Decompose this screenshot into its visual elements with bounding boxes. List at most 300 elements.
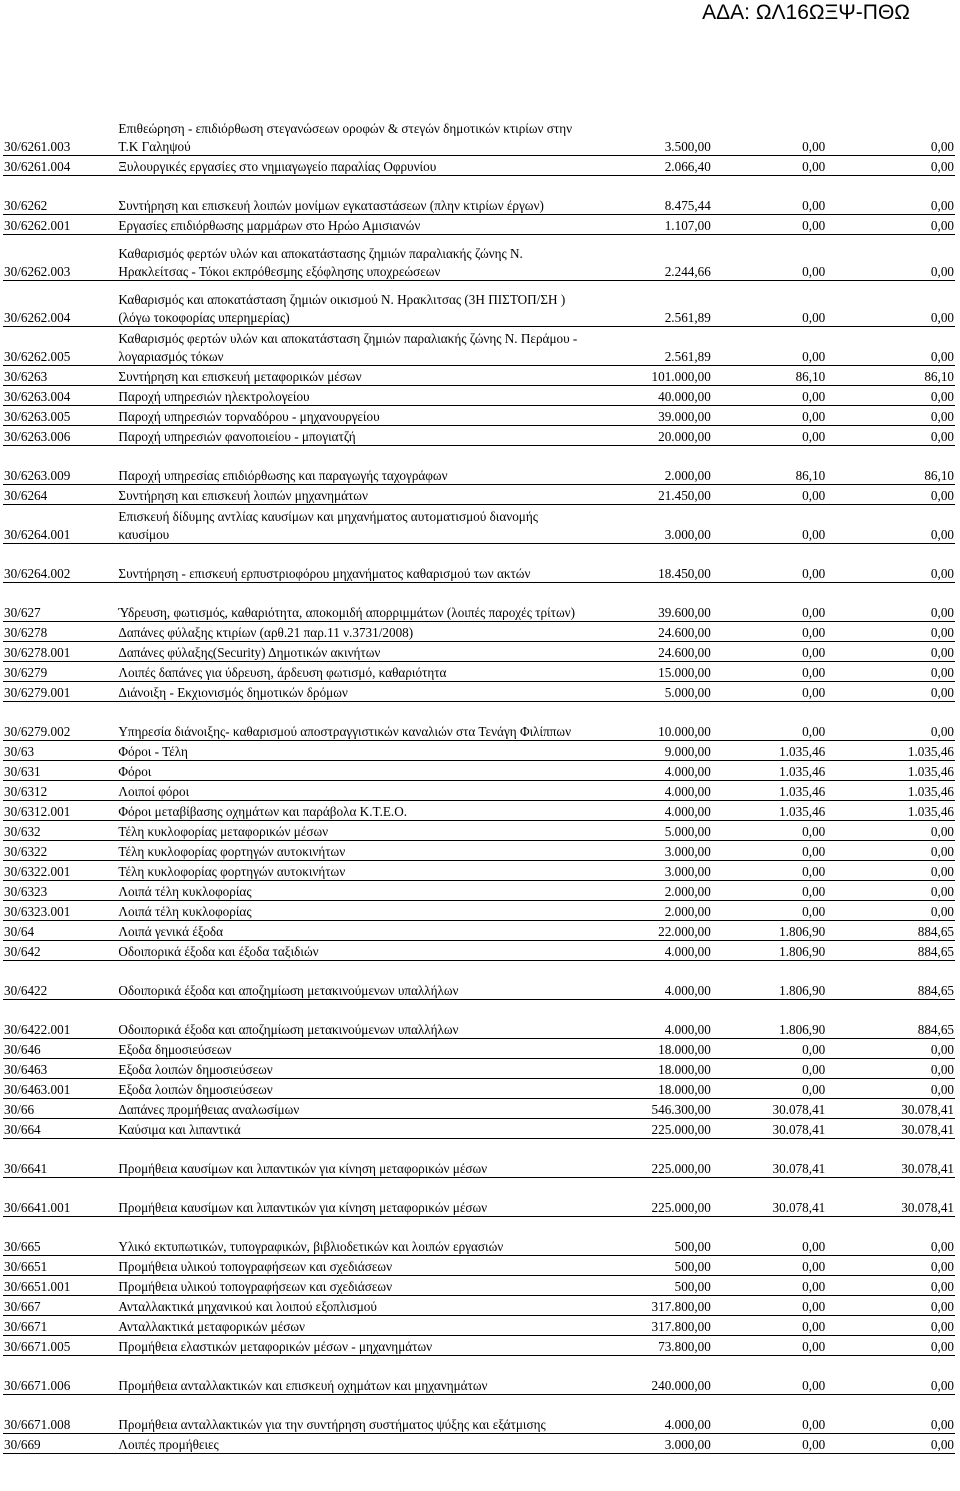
account-code-cell: 30/6263.005 xyxy=(3,406,117,426)
committed-amount-cell: 0,00 xyxy=(712,327,826,366)
budget-amount-cell: 3.000,00 xyxy=(581,1434,712,1454)
description-cell: Παροχή υπηρεσίας επιδιόρθωσης και παραγωγής ταχογράφων xyxy=(117,446,581,485)
account-code-cell: 30/64 xyxy=(3,921,117,941)
committed-amount-cell: 0,00 xyxy=(712,821,826,841)
committed-amount-cell: 0,00 xyxy=(712,281,826,327)
paid-amount-cell: 86,10 xyxy=(826,366,955,386)
paid-amount-cell: 0,00 xyxy=(826,215,955,235)
account-code-cell: 30/6262.004 xyxy=(3,281,117,327)
description-cell: Λοιπά τέλη κυκλοφορίας xyxy=(117,881,581,901)
description-cell: Προμήθεια καυσίμων και λιπαντικών για κίνηση μεταφορικών μέσων xyxy=(117,1139,581,1178)
account-code-cell: 30/6263.009 xyxy=(3,446,117,485)
table-row xyxy=(3,881,955,901)
budget-amount-cell: 2.244,66 xyxy=(581,235,712,281)
paid-amount-cell: 0,00 xyxy=(826,117,955,156)
account-code-cell: 30/6463.001 xyxy=(3,1079,117,1099)
description-cell: Φόροι μεταβίβασης οχημάτων και παράβολα Κ.Τ.Ε.Ο. xyxy=(117,801,581,821)
description-cell: Λοιπά γενικά έξοδα xyxy=(117,921,581,941)
committed-amount-cell: 0,00 xyxy=(712,235,826,281)
paid-amount-cell: 0,00 xyxy=(826,861,955,881)
committed-amount-cell: 1.035,46 xyxy=(712,761,826,781)
table-row xyxy=(3,446,955,485)
budget-amount-cell: 10.000,00 xyxy=(581,702,712,741)
account-code-cell: 30/6671.006 xyxy=(3,1356,117,1395)
account-code-cell: 30/6671 xyxy=(3,1316,117,1336)
budget-amount-cell: 39.000,00 xyxy=(581,406,712,426)
table-row xyxy=(3,215,955,235)
paid-amount-cell: 0,00 xyxy=(826,505,955,544)
account-code-cell: 30/6264.001 xyxy=(3,505,117,544)
account-code-cell: 30/63 xyxy=(3,741,117,761)
budget-amount-cell: 4.000,00 xyxy=(581,941,712,961)
committed-amount-cell: 1.035,46 xyxy=(712,801,826,821)
table-row xyxy=(3,117,955,156)
account-code-cell: 30/6263.004 xyxy=(3,386,117,406)
paid-amount-cell: 884,65 xyxy=(826,941,955,961)
table-row xyxy=(3,702,955,741)
committed-amount-cell: 30.078,41 xyxy=(712,1099,826,1119)
committed-amount-cell: 0,00 xyxy=(712,544,826,583)
budget-amount-cell: 5.000,00 xyxy=(581,821,712,841)
budget-amount-cell: 1.107,00 xyxy=(581,215,712,235)
paid-amount-cell: 0,00 xyxy=(826,1059,955,1079)
description-cell: Δαπάνες φύλαξης κτιρίων (αρθ.21 παρ.11 ν.3731/2008) xyxy=(117,622,581,642)
account-code-cell: 30/6263 xyxy=(3,366,117,386)
paid-amount-cell: 0,00 xyxy=(826,544,955,583)
description-cell: Δαπάνες προμήθειας αναλωσίμων xyxy=(117,1099,581,1119)
budget-amount-cell: 2.561,89 xyxy=(581,281,712,327)
budget-amount-cell: 500,00 xyxy=(581,1217,712,1256)
description-cell: Καύσιμα και λιπαντικά xyxy=(117,1119,581,1139)
committed-amount-cell: 0,00 xyxy=(712,1079,826,1099)
description-cell: Προμήθεια καυσίμων και λιπαντικών για κίνηση μεταφορικών μέσων xyxy=(117,1178,581,1217)
table-row xyxy=(3,485,955,505)
account-code-cell: 30/6279.002 xyxy=(3,702,117,741)
table-row xyxy=(3,1217,955,1256)
table-row xyxy=(3,1316,955,1336)
table-row xyxy=(3,1079,955,1099)
table-row xyxy=(3,327,955,366)
account-code-cell: 30/664 xyxy=(3,1119,117,1139)
account-code-cell: 30/631 xyxy=(3,761,117,781)
committed-amount-cell: 1.806,90 xyxy=(712,1000,826,1039)
paid-amount-cell: 0,00 xyxy=(826,1256,955,1276)
description-cell: Τέλη κυκλοφορίας μεταφορικών μέσων xyxy=(117,821,581,841)
account-code-cell: 30/6651.001 xyxy=(3,1276,117,1296)
budget-amount-cell: 24.600,00 xyxy=(581,642,712,662)
paid-amount-cell: 30.078,41 xyxy=(826,1178,955,1217)
paid-amount-cell: 0,00 xyxy=(826,1296,955,1316)
account-code-cell: 30/6264 xyxy=(3,485,117,505)
table-row xyxy=(3,235,955,281)
budget-amount-cell: 4.000,00 xyxy=(581,781,712,801)
budget-amount-cell: 15.000,00 xyxy=(581,662,712,682)
budget-amount-cell: 24.600,00 xyxy=(581,622,712,642)
description-cell: Προμήθεια υλικού τοπογραφήσεων και σχεδιάσεων xyxy=(117,1276,581,1296)
paid-amount-cell: 0,00 xyxy=(826,1356,955,1395)
account-code-cell: 30/6262.005 xyxy=(3,327,117,366)
account-code-cell: 30/6263.006 xyxy=(3,426,117,446)
table-row xyxy=(3,583,955,622)
budget-amount-cell: 500,00 xyxy=(581,1276,712,1296)
account-code-cell: 30/6322 xyxy=(3,841,117,861)
budget-amount-cell: 18.000,00 xyxy=(581,1079,712,1099)
account-code-cell: 30/6261.004 xyxy=(3,156,117,176)
description-cell: Συντήρηση - επισκευή ερπυστριοφόρου μηχανήματος καθαρισμού των ακτών xyxy=(117,544,581,583)
table-row xyxy=(3,801,955,821)
budget-amount-cell: 18.450,00 xyxy=(581,544,712,583)
committed-amount-cell: 86,10 xyxy=(712,446,826,485)
account-code-cell: 30/667 xyxy=(3,1296,117,1316)
paid-amount-cell: 0,00 xyxy=(826,281,955,327)
paid-amount-cell: 884,65 xyxy=(826,961,955,1000)
paid-amount-cell: 30.078,41 xyxy=(826,1099,955,1119)
table-row xyxy=(3,1139,955,1178)
table-row xyxy=(3,821,955,841)
committed-amount-cell: 0,00 xyxy=(712,841,826,861)
description-cell: Τέλη κυκλοφορίας φορτηγών αυτοκινήτων xyxy=(117,841,581,861)
description-cell: Οδοιπορικά έξοδα και έξοδα ταξιδιών xyxy=(117,941,581,961)
account-code-cell: 30/6312 xyxy=(3,781,117,801)
paid-amount-cell: 0,00 xyxy=(826,1395,955,1434)
table-row xyxy=(3,1099,955,1119)
budget-amount-cell: 4.000,00 xyxy=(581,801,712,821)
committed-amount-cell: 0,00 xyxy=(712,117,826,156)
description-cell: Λοιποί φόροι xyxy=(117,781,581,801)
account-code-cell: 30/665 xyxy=(3,1217,117,1256)
table-row xyxy=(3,841,955,861)
account-code-cell: 30/6422.001 xyxy=(3,1000,117,1039)
committed-amount-cell: 0,00 xyxy=(712,1039,826,1059)
account-code-cell: 30/6262 xyxy=(3,176,117,215)
committed-amount-cell: 1.806,90 xyxy=(712,921,826,941)
table-row xyxy=(3,781,955,801)
account-code-cell: 30/669 xyxy=(3,1434,117,1454)
budget-amount-cell: 18.000,00 xyxy=(581,1059,712,1079)
table-row xyxy=(3,426,955,446)
description-cell: Ξυλουργικές εργασίες στο νημιαγωγείο παραλίας Οφρυνίου xyxy=(117,156,581,176)
budget-amount-cell: 225.000,00 xyxy=(581,1139,712,1178)
table-row xyxy=(3,1178,955,1217)
paid-amount-cell: 0,00 xyxy=(826,1276,955,1296)
budget-amount-cell: 317.800,00 xyxy=(581,1296,712,1316)
description-cell: Λοιπές δαπάνες για ύδρευση, άρδευση φωτισμό, καθαριότητα xyxy=(117,662,581,682)
account-code-cell: 30/6651 xyxy=(3,1256,117,1276)
table-row xyxy=(3,1059,955,1079)
budget-amount-cell: 3.000,00 xyxy=(581,861,712,881)
paid-amount-cell: 1.035,46 xyxy=(826,741,955,761)
paid-amount-cell: 884,65 xyxy=(826,921,955,941)
description-cell: Δαπάνες φύλαξης(Security) Δημοτικών ακινήτων xyxy=(117,642,581,662)
table-row xyxy=(3,1336,955,1356)
committed-amount-cell: 0,00 xyxy=(712,1395,826,1434)
description-cell: Διάνοιξη - Εκχιονισμός δημοτικών δρόμων xyxy=(117,682,581,702)
committed-amount-cell: 0,00 xyxy=(712,682,826,702)
table-row xyxy=(3,901,955,921)
account-code-cell: 30/6261.003 xyxy=(3,117,117,156)
committed-amount-cell: 1.035,46 xyxy=(712,781,826,801)
committed-amount-cell: 86,10 xyxy=(712,366,826,386)
description-cell: Προμήθεια ελαστικών μεταφορικών μέσων - μηχανημάτων xyxy=(117,1336,581,1356)
account-code-cell: 30/646 xyxy=(3,1039,117,1059)
budget-amount-cell: 500,00 xyxy=(581,1256,712,1276)
budget-table xyxy=(3,117,955,1454)
committed-amount-cell: 0,00 xyxy=(712,861,826,881)
budget-amount-cell: 5.000,00 xyxy=(581,682,712,702)
description-cell: Οδοιπορικά έξοδα και αποζημίωση μετακινούμενων υπαλλήλων xyxy=(117,1000,581,1039)
committed-amount-cell: 0,00 xyxy=(712,642,826,662)
account-code-cell: 30/6323 xyxy=(3,881,117,901)
table-row xyxy=(3,961,955,1000)
description-cell: Φόροι - Τέλη xyxy=(117,741,581,761)
description-cell: Ανταλλακτικά μεταφορικών μέσων xyxy=(117,1316,581,1336)
paid-amount-cell: 0,00 xyxy=(826,1217,955,1256)
table-row xyxy=(3,682,955,702)
budget-amount-cell: 225.000,00 xyxy=(581,1119,712,1139)
account-code-cell: 30/6264.002 xyxy=(3,544,117,583)
budget-amount-cell: 9.000,00 xyxy=(581,741,712,761)
table-row xyxy=(3,1356,955,1395)
committed-amount-cell: 0,00 xyxy=(712,622,826,642)
description-cell: Παροχή υπηρεσιών τορναδόρου - μηχανουργείου xyxy=(117,406,581,426)
budget-amount-cell: 225.000,00 xyxy=(581,1178,712,1217)
committed-amount-cell: 30.078,41 xyxy=(712,1178,826,1217)
paid-amount-cell: 0,00 xyxy=(826,881,955,901)
committed-amount-cell: 0,00 xyxy=(712,1059,826,1079)
table-row xyxy=(3,176,955,215)
budget-amount-cell: 2.000,00 xyxy=(581,446,712,485)
description-cell: Τέλη κυκλοφορίας φορτηγών αυτοκινήτων xyxy=(117,861,581,881)
table-row xyxy=(3,921,955,941)
paid-amount-cell: 0,00 xyxy=(826,235,955,281)
description-cell: Καθαρισμός φερτών υλών και αποκατάσταση ζημιών παραλιακής ζώνης Ν. Περάμου - λογαριασμός τόκων xyxy=(117,327,581,366)
budget-amount-cell: 3.000,00 xyxy=(581,505,712,544)
table-row xyxy=(3,741,955,761)
account-code-cell: 30/6671.005 xyxy=(3,1336,117,1356)
table-row xyxy=(3,281,955,327)
budget-amount-cell: 317.800,00 xyxy=(581,1316,712,1336)
table-row xyxy=(3,1395,955,1434)
paid-amount-cell: 0,00 xyxy=(826,1079,955,1099)
account-code-cell: 30/66 xyxy=(3,1099,117,1119)
account-code-cell: 30/6463 xyxy=(3,1059,117,1079)
table-row xyxy=(3,544,955,583)
paid-amount-cell: 0,00 xyxy=(826,642,955,662)
account-code-cell: 30/6322.001 xyxy=(3,861,117,881)
account-code-cell: 30/6323.001 xyxy=(3,901,117,921)
paid-amount-cell: 0,00 xyxy=(826,821,955,841)
table-row xyxy=(3,761,955,781)
description-cell: Υλικό εκτυπωτικών, τυπογραφικών, βιβλιοδετικών και λοιπών εργασιών xyxy=(117,1217,581,1256)
paid-amount-cell: 0,00 xyxy=(826,1316,955,1336)
budget-amount-cell: 546.300,00 xyxy=(581,1099,712,1119)
description-cell: Εργασίες επιδιόρθωσης μαρμάρων στο Ηρώο Αμισιανών xyxy=(117,215,581,235)
committed-amount-cell: 30.078,41 xyxy=(712,1119,826,1139)
description-cell: Εξοδα λοιπών δημοσιεύσεων xyxy=(117,1059,581,1079)
table-row xyxy=(3,941,955,961)
account-code-cell: 30/6279.001 xyxy=(3,682,117,702)
budget-amount-cell: 3.500,00 xyxy=(581,117,712,156)
description-cell: Παροχή υπηρεσιών φανοποιείου - μπογιατζή xyxy=(117,426,581,446)
budget-amount-cell: 39.600,00 xyxy=(581,583,712,622)
table-row xyxy=(3,1276,955,1296)
account-code-cell: 30/642 xyxy=(3,941,117,961)
budget-amount-cell: 73.800,00 xyxy=(581,1336,712,1356)
paid-amount-cell: 86,10 xyxy=(826,446,955,485)
account-code-cell: 30/6671.008 xyxy=(3,1395,117,1434)
committed-amount-cell: 0,00 xyxy=(712,881,826,901)
budget-amount-cell: 8.475,44 xyxy=(581,176,712,215)
budget-amount-cell: 4.000,00 xyxy=(581,961,712,1000)
budget-table-body xyxy=(3,117,955,1454)
paid-amount-cell: 0,00 xyxy=(826,702,955,741)
table-row xyxy=(3,622,955,642)
description-cell: Προμήθεια ανταλλακτικών και επισκευή οχημάτων και μηχανημάτων xyxy=(117,1356,581,1395)
paid-amount-cell: 0,00 xyxy=(826,406,955,426)
paid-amount-cell: 0,00 xyxy=(826,426,955,446)
account-code-cell: 30/6279 xyxy=(3,662,117,682)
table-row xyxy=(3,366,955,386)
description-cell: Ύδρευση, φωτισμός, καθαριότητα, αποκομιδή απορριμμάτων (λοιπές παροχές τρίτων) xyxy=(117,583,581,622)
table-row xyxy=(3,1296,955,1316)
committed-amount-cell: 0,00 xyxy=(712,1276,826,1296)
committed-amount-cell: 0,00 xyxy=(712,662,826,682)
table-row xyxy=(3,505,955,544)
table-row xyxy=(3,1434,955,1454)
budget-amount-cell: 20.000,00 xyxy=(581,426,712,446)
committed-amount-cell: 0,00 xyxy=(712,1336,826,1356)
committed-amount-cell: 30.078,41 xyxy=(712,1139,826,1178)
account-code-cell: 30/6278 xyxy=(3,622,117,642)
description-cell: Λοιπές προμήθειες xyxy=(117,1434,581,1454)
table-row xyxy=(3,1119,955,1139)
budget-amount-cell: 101.000,00 xyxy=(581,366,712,386)
table-row xyxy=(3,386,955,406)
committed-amount-cell: 0,00 xyxy=(712,1217,826,1256)
account-code-cell: 30/6422 xyxy=(3,961,117,1000)
committed-amount-cell: 1.806,90 xyxy=(712,941,826,961)
committed-amount-cell: 0,00 xyxy=(712,505,826,544)
table-row xyxy=(3,156,955,176)
description-cell: Συντήρηση και επισκευή μεταφορικών μέσων xyxy=(117,366,581,386)
description-cell: Συντήρηση και επισκευή λοιπών μηχανημάτων xyxy=(117,485,581,505)
committed-amount-cell: 1.806,90 xyxy=(712,961,826,1000)
table-row xyxy=(3,662,955,682)
committed-amount-cell: 0,00 xyxy=(712,426,826,446)
description-cell: Καθαρισμός φερτών υλών και αποκατάστασης ζημιών παραλιακής ζώνης Ν. Ηρακλείτσας - Τόκοι εκπρόθεσμης εξόφλησης υποχρεώσεων xyxy=(117,235,581,281)
paid-amount-cell: 0,00 xyxy=(826,1039,955,1059)
description-cell: Προμήθεια ανταλλακτικών για την συντήρηση συστήματος ψύξης και εξάτμισης xyxy=(117,1395,581,1434)
description-cell: Λοιπά τέλη κυκλοφορίας xyxy=(117,901,581,921)
description-cell: Συντήρηση και επισκευή λοιπών μονίμων εγκαταστάσεων (πλην κτιρίων έργων) xyxy=(117,176,581,215)
budget-amount-cell: 4.000,00 xyxy=(581,761,712,781)
description-cell: Εξοδα δημοσιεύσεων xyxy=(117,1039,581,1059)
account-code-cell: 30/6278.001 xyxy=(3,642,117,662)
account-code-cell: 30/6262.001 xyxy=(3,215,117,235)
paid-amount-cell: 30.078,41 xyxy=(826,1119,955,1139)
paid-amount-cell: 0,00 xyxy=(826,1434,955,1454)
description-cell: Επισκευή δίδυμης αντλίας καυσίμων και μηχανήματος αυτοματισμού διανομής καυσίμου xyxy=(117,505,581,544)
account-code-cell: 30/6262.003 xyxy=(3,235,117,281)
account-code-cell: 30/6641 xyxy=(3,1139,117,1178)
budget-amount-cell: 240.000,00 xyxy=(581,1356,712,1395)
description-cell: Φόροι xyxy=(117,761,581,781)
committed-amount-cell: 0,00 xyxy=(712,1296,826,1316)
committed-amount-cell: 0,00 xyxy=(712,386,826,406)
account-code-cell: 30/6312.001 xyxy=(3,801,117,821)
budget-amount-cell: 3.000,00 xyxy=(581,841,712,861)
description-cell: Παροχή υπηρεσιών ηλεκτρολογείου xyxy=(117,386,581,406)
account-code-cell: 30/627 xyxy=(3,583,117,622)
paid-amount-cell: 884,65 xyxy=(826,1000,955,1039)
paid-amount-cell: 0,00 xyxy=(826,327,955,366)
paid-amount-cell: 0,00 xyxy=(826,583,955,622)
paid-amount-cell: 0,00 xyxy=(826,841,955,861)
paid-amount-cell: 0,00 xyxy=(826,485,955,505)
description-cell: Οδοιπορικά έξοδα και αποζημίωση μετακινούμενων υπαλλήλων xyxy=(117,961,581,1000)
committed-amount-cell: 0,00 xyxy=(712,1356,826,1395)
paid-amount-cell: 1.035,46 xyxy=(826,781,955,801)
paid-amount-cell: 0,00 xyxy=(826,156,955,176)
budget-amount-cell: 2.000,00 xyxy=(581,881,712,901)
budget-amount-cell: 18.000,00 xyxy=(581,1039,712,1059)
committed-amount-cell: 0,00 xyxy=(712,702,826,741)
description-cell: Ανταλλακτικά μηχανικού και λοιπού εξοπλισμού xyxy=(117,1296,581,1316)
budget-amount-cell: 2.561,89 xyxy=(581,327,712,366)
table-row xyxy=(3,1039,955,1059)
paid-amount-cell: 0,00 xyxy=(826,386,955,406)
committed-amount-cell: 0,00 xyxy=(712,1434,826,1454)
budget-amount-cell: 2.000,00 xyxy=(581,901,712,921)
table-row xyxy=(3,861,955,881)
paid-amount-cell: 0,00 xyxy=(826,622,955,642)
committed-amount-cell: 1.035,46 xyxy=(712,741,826,761)
ada-identifier: ΑΔΑ: ΩΛ16ΩΞΨ-ΠΘΩ xyxy=(702,1,910,24)
description-cell: Επιθεώρηση - επιδιόρθωση στεγανώσεων οροφών & στεγών δημοτικών κτιρίων στην Τ.Κ Γαληψού xyxy=(117,117,581,156)
committed-amount-cell: 0,00 xyxy=(712,176,826,215)
budget-amount-cell: 4.000,00 xyxy=(581,1000,712,1039)
table-row xyxy=(3,642,955,662)
paid-amount-cell: 1.035,46 xyxy=(826,761,955,781)
description-cell: Υπηρεσία διάνοιξης- καθαρισμού αποστραγγιστικών καναλιών στα Τενάγη Φιλίππων xyxy=(117,702,581,741)
committed-amount-cell: 0,00 xyxy=(712,583,826,622)
committed-amount-cell: 0,00 xyxy=(712,901,826,921)
table-row xyxy=(3,1000,955,1039)
paid-amount-cell: 0,00 xyxy=(826,176,955,215)
budget-amount-cell: 40.000,00 xyxy=(581,386,712,406)
budget-amount-cell: 4.000,00 xyxy=(581,1395,712,1434)
committed-amount-cell: 0,00 xyxy=(712,1316,826,1336)
paid-amount-cell: 0,00 xyxy=(826,682,955,702)
budget-amount-cell: 2.066,40 xyxy=(581,156,712,176)
budget-amount-cell: 22.000,00 xyxy=(581,921,712,941)
paid-amount-cell: 0,00 xyxy=(826,1336,955,1356)
table-row xyxy=(3,1256,955,1276)
committed-amount-cell: 0,00 xyxy=(712,215,826,235)
account-code-cell: 30/6641.001 xyxy=(3,1178,117,1217)
paid-amount-cell: 1.035,46 xyxy=(826,801,955,821)
paid-amount-cell: 30.078,41 xyxy=(826,1139,955,1178)
description-cell: Εξοδα λοιπών δημοσιεύσεων xyxy=(117,1079,581,1099)
table-row xyxy=(3,406,955,426)
committed-amount-cell: 0,00 xyxy=(712,1256,826,1276)
paid-amount-cell: 0,00 xyxy=(826,901,955,921)
description-cell: Προμήθεια υλικού τοπογραφήσεων και σχεδιάσεων xyxy=(117,1256,581,1276)
committed-amount-cell: 0,00 xyxy=(712,406,826,426)
budget-amount-cell: 21.450,00 xyxy=(581,485,712,505)
description-cell: Καθαρισμός και αποκατάσταση ζημιών οικισμού Ν. Ηρακλιτσας (3Η ΠΙΣΤΟΠ/ΣΗ )(λόγω τοκοφορίας υπερημερίας) xyxy=(117,281,581,327)
committed-amount-cell: 0,00 xyxy=(712,156,826,176)
